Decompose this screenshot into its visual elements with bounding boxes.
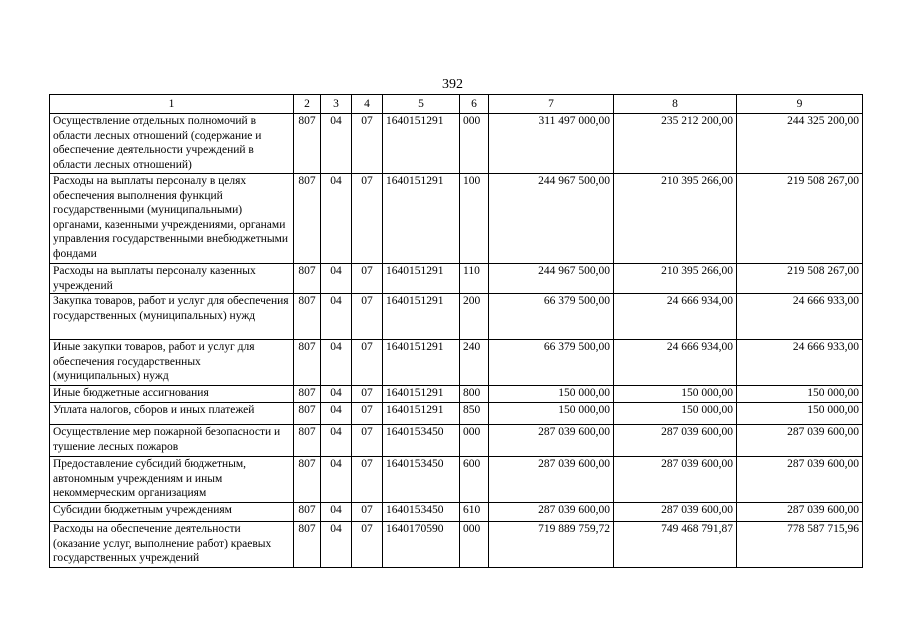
row-code-target: 1640170590	[383, 522, 460, 568]
header-col-1: 1	[50, 95, 294, 114]
row-code-target: 1640151291	[383, 114, 460, 174]
table-header	[50, 95, 863, 114]
row-code-subsection: 07	[352, 386, 383, 403]
header-col-3: 3	[321, 95, 352, 114]
row-code-subsection: 07	[352, 403, 383, 425]
row-code-section: 04	[321, 425, 352, 457]
row-amount-col7: 66 379 500,00	[489, 294, 614, 340]
row-code-target: 1640151291	[383, 403, 460, 425]
row-name: Иные закупки товаров, работ и услуг для обеспечения государственных (муниципальных) нужд	[50, 340, 294, 386]
row-code-target: 1640151291	[383, 294, 460, 340]
row-code-ministry: 807	[294, 457, 321, 503]
row-code-subsection: 07	[352, 294, 383, 340]
row-code-subsection: 07	[352, 340, 383, 386]
table-row	[50, 403, 863, 425]
row-amount-col8: 287 039 600,00	[614, 503, 737, 522]
row-code-expense-type: 110	[460, 264, 489, 294]
row-code-ministry: 807	[294, 425, 321, 457]
row-name: Предоставление субсидий бюджетным, автономным учреждениям и иным некоммерческим организациям	[50, 457, 294, 503]
row-name: Закупка товаров, работ и услуг для обеспечения государственных (муниципальных) нужд	[50, 294, 294, 340]
row-name: Субсидии бюджетным учреждениям	[50, 503, 294, 522]
row-amount-col7: 150 000,00	[489, 403, 614, 425]
row-name: Расходы на выплаты персоналу в целях обеспечения выполнения функций государственными (муниципальными) органами, казенными учреждениями, органами управления государственными внебюджетными фондами	[50, 174, 294, 264]
row-amount-col8: 150 000,00	[614, 403, 737, 425]
row-code-ministry: 807	[294, 174, 321, 264]
row-amount-col8: 235 212 200,00	[614, 114, 737, 174]
row-code-target: 1640151291	[383, 264, 460, 294]
row-code-target: 1640153450	[383, 503, 460, 522]
row-code-section: 04	[321, 174, 352, 264]
table-row	[50, 294, 863, 340]
row-amount-col9: 287 039 600,00	[737, 503, 863, 522]
row-code-section: 04	[321, 503, 352, 522]
row-code-target: 1640151291	[383, 174, 460, 264]
row-code-subsection: 07	[352, 457, 383, 503]
row-amount-col7: 150 000,00	[489, 386, 614, 403]
table-row	[50, 114, 863, 174]
budget-table	[49, 94, 863, 568]
header-col-5: 5	[383, 95, 460, 114]
row-code-ministry: 807	[294, 386, 321, 403]
table-row	[50, 522, 863, 568]
row-name: Уплата налогов, сборов и иных платежей	[50, 403, 294, 425]
table-row	[50, 386, 863, 403]
row-amount-col9: 24 666 933,00	[737, 340, 863, 386]
row-name: Расходы на выплаты персоналу казенных учреждений	[50, 264, 294, 294]
header-col-2: 2	[294, 95, 321, 114]
row-code-ministry: 807	[294, 522, 321, 568]
row-amount-col8: 210 395 266,00	[614, 174, 737, 264]
row-amount-col7: 287 039 600,00	[489, 503, 614, 522]
row-amount-col7: 244 967 500,00	[489, 174, 614, 264]
row-code-expense-type: 800	[460, 386, 489, 403]
row-code-section: 04	[321, 522, 352, 568]
row-code-ministry: 807	[294, 294, 321, 340]
row-amount-col7: 719 889 759,72	[489, 522, 614, 568]
row-code-expense-type: 100	[460, 174, 489, 264]
row-code-section: 04	[321, 294, 352, 340]
row-code-ministry: 807	[294, 264, 321, 294]
row-code-expense-type: 200	[460, 294, 489, 340]
row-code-subsection: 07	[352, 522, 383, 568]
row-amount-col8: 24 666 934,00	[614, 294, 737, 340]
row-code-expense-type: 000	[460, 114, 489, 174]
row-code-section: 04	[321, 264, 352, 294]
table-row	[50, 457, 863, 503]
row-amount-col9: 287 039 600,00	[737, 425, 863, 457]
header-col-9: 9	[737, 95, 863, 114]
row-amount-col9: 219 508 267,00	[737, 174, 863, 264]
row-code-ministry: 807	[294, 403, 321, 425]
table-row	[50, 174, 863, 264]
row-code-target: 1640151291	[383, 340, 460, 386]
row-code-expense-type: 600	[460, 457, 489, 503]
row-amount-col9: 150 000,00	[737, 403, 863, 425]
row-code-subsection: 07	[352, 174, 383, 264]
row-code-expense-type: 240	[460, 340, 489, 386]
row-code-section: 04	[321, 340, 352, 386]
header-col-6: 6	[460, 95, 489, 114]
row-code-subsection: 07	[352, 114, 383, 174]
header-row	[50, 95, 863, 114]
row-amount-col8: 749 468 791,87	[614, 522, 737, 568]
row-code-section: 04	[321, 403, 352, 425]
row-amount-col8: 287 039 600,00	[614, 457, 737, 503]
row-code-subsection: 07	[352, 425, 383, 457]
row-code-ministry: 807	[294, 114, 321, 174]
row-amount-col7: 66 379 500,00	[489, 340, 614, 386]
table-body	[50, 114, 863, 568]
row-code-target: 1640153450	[383, 425, 460, 457]
row-code-subsection: 07	[352, 503, 383, 522]
row-amount-col7: 287 039 600,00	[489, 425, 614, 457]
row-code-target: 1640151291	[383, 386, 460, 403]
row-code-ministry: 807	[294, 503, 321, 522]
header-col-4: 4	[352, 95, 383, 114]
row-name: Осуществление отдельных полномочий в области лесных отношений (содержание и обеспечение деятельности учреждений в области лесных отношений)	[50, 114, 294, 174]
row-code-expense-type: 000	[460, 522, 489, 568]
row-amount-col8: 210 395 266,00	[614, 264, 737, 294]
row-amount-col9: 150 000,00	[737, 386, 863, 403]
row-amount-col9: 778 587 715,96	[737, 522, 863, 568]
table-row	[50, 264, 863, 294]
row-name: Осуществление мер пожарной безопасности и тушение лесных пожаров	[50, 425, 294, 457]
row-code-section: 04	[321, 114, 352, 174]
row-amount-col8: 287 039 600,00	[614, 425, 737, 457]
row-amount-col9: 24 666 933,00	[737, 294, 863, 340]
row-amount-col7: 244 967 500,00	[489, 264, 614, 294]
row-code-ministry: 807	[294, 340, 321, 386]
row-amount-col8: 150 000,00	[614, 386, 737, 403]
table-row	[50, 340, 863, 386]
row-amount-col7: 287 039 600,00	[489, 457, 614, 503]
table-row	[50, 503, 863, 522]
row-code-expense-type: 610	[460, 503, 489, 522]
row-code-expense-type: 850	[460, 403, 489, 425]
page-number: 392	[442, 77, 463, 92]
row-amount-col9: 287 039 600,00	[737, 457, 863, 503]
row-code-section: 04	[321, 457, 352, 503]
row-amount-col9: 244 325 200,00	[737, 114, 863, 174]
row-code-section: 04	[321, 386, 352, 403]
row-code-target: 1640153450	[383, 457, 460, 503]
row-amount-col7: 311 497 000,00	[489, 114, 614, 174]
header-col-8: 8	[614, 95, 737, 114]
row-code-subsection: 07	[352, 264, 383, 294]
row-amount-col8: 24 666 934,00	[614, 340, 737, 386]
row-amount-col9: 219 508 267,00	[737, 264, 863, 294]
table-row	[50, 425, 863, 457]
row-name: Иные бюджетные ассигнования	[50, 386, 294, 403]
row-name: Расходы на обеспечение деятельности (оказание услуг, выполнение работ) краевых государственных учреждений	[50, 522, 294, 568]
row-code-expense-type: 000	[460, 425, 489, 457]
header-col-7: 7	[489, 95, 614, 114]
